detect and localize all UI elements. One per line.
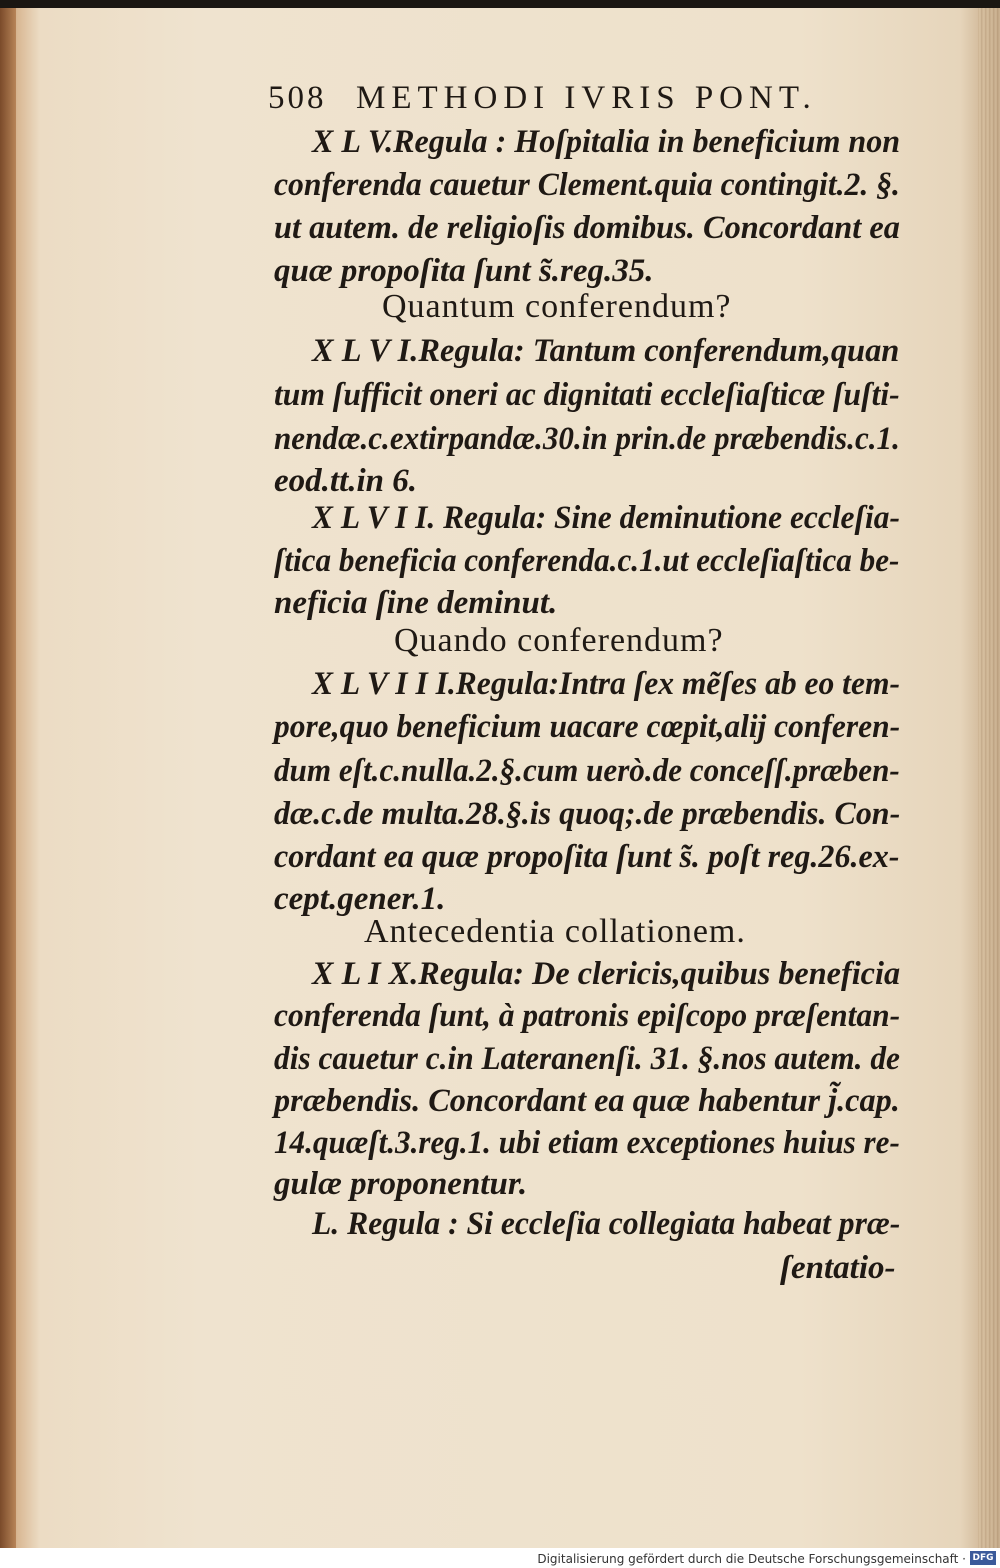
text-line: X L V I.Regula: Tantum conferendum,quan — [312, 333, 900, 369]
text-line: eod.tt.in 6. — [274, 463, 418, 499]
digitization-footer — [0, 1548, 1000, 1568]
page-edge-stack — [978, 8, 1000, 1548]
book-spine-edge — [0, 8, 16, 1548]
text-line: pore,quo beneficium uacare cœpit,alij conferen- — [274, 709, 901, 745]
text-line: dis cauetur c.in Lateranenſi. 31. §.nos autem. de — [274, 1041, 900, 1077]
section-heading: Quando conferendum? — [394, 622, 724, 659]
text-line: præbendis. Concordant ea quæ habentur j̃.cap. — [274, 1083, 900, 1119]
text-line: nendæ.c.extirpandæ.30.in prin.de præbendis.c.1. — [274, 421, 900, 457]
text-line: gulæ proponentur. — [274, 1166, 528, 1202]
text-line: conferenda cauetur Clement.quia contingit.2. §. — [274, 167, 900, 203]
text-line: quæ propoſita ſunt s̃.reg.35. — [274, 253, 654, 289]
text-line: ut autem. de religioſis domibus. Concordant ea — [274, 210, 900, 246]
funding-credit: Digitalisierung gefördert durch die Deutsche Forschungsgemeinschaft · — [537, 1552, 966, 1566]
text-line: X L I X.Regula: De clericis,quibus beneficia — [312, 956, 901, 992]
page-number: 508 — [268, 80, 327, 116]
text-line: dæ.c.de multa.28.§.is quoq;.de præbendis. Con- — [274, 796, 901, 832]
running-title: METHODI IVRIS PONT. — [356, 80, 817, 116]
catchword: ſentatio- — [780, 1250, 896, 1286]
text-line: conferenda ſunt, à patronis epiſcopo præſentan- — [274, 998, 901, 1034]
text-line: X L V.Regula : Hoſpitalia in beneficium non — [312, 124, 901, 160]
section-heading: Quantum conferendum? — [382, 288, 732, 325]
text-line: ſtica beneficia conferenda.c.1.ut eccleſiaſtica be- — [274, 543, 900, 579]
text-line: L. Regula : Si eccleſia collegiata habeat præ- — [312, 1206, 901, 1242]
text-line: neficia ſine deminut. — [274, 585, 558, 621]
text-line: dum eſt.c.nulla.2.§.cum uerò.de conceſſ.præben- — [274, 753, 900, 789]
text-line: cordant ea quæ propoſita ſunt s̃. poſt reg.26.ex- — [274, 839, 900, 875]
text-line: 14.quæſt.3.reg.1. ubi etiam exceptiones huius re- — [274, 1125, 900, 1161]
text-line: tum ſufficit oneri ac dignitati eccleſiaſticæ ſuſti- — [274, 377, 900, 413]
text-line: X L V I I I.Regula:Intra ſex mẽſes ab eo tem- — [312, 666, 900, 702]
section-heading: Antecedentia collationem. — [364, 913, 746, 950]
dfg-logo: DFG — [970, 1551, 996, 1565]
text-line: X L V I I. Regula: Sine deminutione eccleſia- — [312, 500, 900, 536]
text-line: cept.gener.1. — [274, 881, 446, 917]
